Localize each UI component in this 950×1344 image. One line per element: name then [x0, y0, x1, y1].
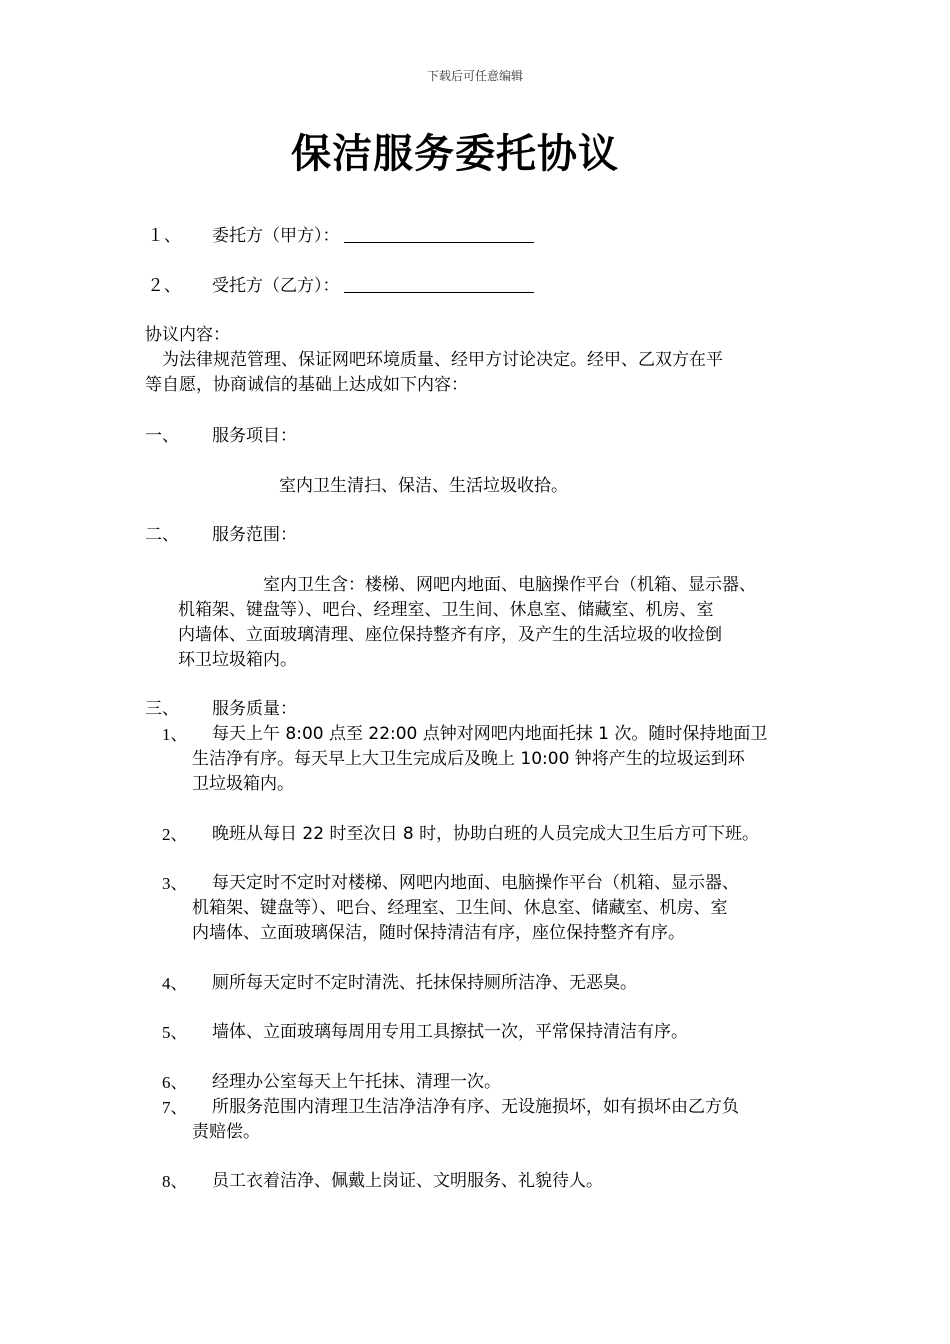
- party-b-row: [147, 274, 181, 299]
- section-2-label: 服务范围：: [212, 525, 297, 545]
- section-2-line-3: 内墙体、立面玻璃清理、座位保持整齐有序，及产生的生活垃圾的收捡倒: [178, 625, 722, 645]
- party-b-number: ２、: [147, 276, 181, 296]
- quality-item-3-line-2: 机箱架、键盘等）、吧台、经理室、卫生间、休息室、储藏室、机房、室: [192, 898, 728, 918]
- header-note: 下载后可任意编辑: [426, 69, 523, 83]
- quality-item-2-number: 2、: [162, 825, 188, 844]
- party-a-row: [147, 224, 181, 249]
- quality-item-3-line-3: 内墙体、立面玻璃保洁，随时保持清洁有序，座位保持整齐有序。: [192, 923, 685, 943]
- quality-item-2-line-1: 晚班从每日 22 时至次日 8 时，协助白班的人员完成大卫生后方可下班。: [212, 824, 760, 844]
- party-a-blank[interactable]: [344, 224, 534, 243]
- agreement-intro-line-1: 为法律规范管理、保证网吧环境质量、经甲方讨论决定。经甲、乙双方在平: [162, 350, 723, 370]
- section-1-label: 服务项目：: [212, 426, 297, 446]
- quality-item-3-line-1: 每天定时不定时对楼梯、网吧内地面、电脑操作平台（机箱、显示器、: [212, 873, 739, 893]
- quality-item-7-line-1: 所服务范围内清理卫生洁净洁净有序、无设施损坏，如有损坏由乙方负: [212, 1097, 739, 1117]
- party-a-line: [212, 224, 534, 249]
- quality-item-4-number: 4、: [162, 974, 188, 993]
- section-1-text: 室内卫生清扫、保洁、生活垃圾收拾。: [279, 476, 568, 496]
- party-a-label: 委托方（甲方）：: [212, 226, 340, 246]
- quality-item-5-number: 5、: [162, 1023, 188, 1042]
- party-b-blank[interactable]: [344, 274, 534, 293]
- agreement-heading: 协议内容：: [145, 325, 230, 345]
- section-2-line-1: 室内卫生含：楼梯、网吧内地面、电脑操作平台（机箱、显示器、: [263, 575, 756, 595]
- quality-item-7-line-2: 责赔偿。: [192, 1122, 260, 1142]
- section-2-line-2: 机箱架、键盘等）、吧台、经理室、卫生间、休息室、储藏室、机房、室: [178, 600, 714, 620]
- agreement-intro-line-2: 等自愿，协商诚信的基础上达成如下内容：: [145, 375, 468, 395]
- quality-item-8-number: 8、: [162, 1172, 188, 1191]
- quality-item-1-line-2: 生洁净有序。每天早上大卫生完成后及晚上 10:00 钟将产生的垃圾运到环: [192, 749, 745, 769]
- quality-item-1-line-3: 卫垃圾箱内。: [192, 774, 294, 794]
- section-2-number: 二、: [145, 525, 179, 545]
- quality-item-1-number: 1、: [162, 725, 188, 744]
- section-3-label: 服务质量：: [212, 699, 297, 719]
- quality-item-1-line-1: 每天上午 8:00 点至 22:00 点钟对网吧内地面托抹 1 次。随时保持地面卫: [212, 724, 768, 744]
- document-title: 保洁服务委托协议: [291, 131, 619, 177]
- section-3-number: 三、: [145, 699, 179, 719]
- quality-item-6-number: 6、: [162, 1073, 188, 1092]
- quality-item-6-line-1: 经理办公室每天上午托抹、清理一次。: [212, 1072, 501, 1092]
- quality-item-8-line-1: 员工衣着洁净、佩戴上岗证、文明服务、礼貌待人。: [212, 1171, 603, 1191]
- quality-item-4-line-1: 厕所每天定时不定时清洗、托抹保持厕所洁净、无恶臭。: [212, 973, 637, 993]
- party-a-number: １、: [147, 226, 181, 246]
- quality-item-3-number: 3、: [162, 874, 188, 893]
- quality-item-5-line-1: 墙体、立面玻璃每周用专用工具擦拭一次，平常保持清洁有序。: [212, 1022, 688, 1042]
- party-b-line: [212, 274, 534, 299]
- section-2-line-4: 环卫垃圾箱内。: [178, 650, 297, 670]
- quality-item-7-number: 7、: [162, 1098, 188, 1117]
- section-1-number: 一、: [145, 426, 179, 446]
- party-b-label: 受托方（乙方）：: [212, 276, 340, 296]
